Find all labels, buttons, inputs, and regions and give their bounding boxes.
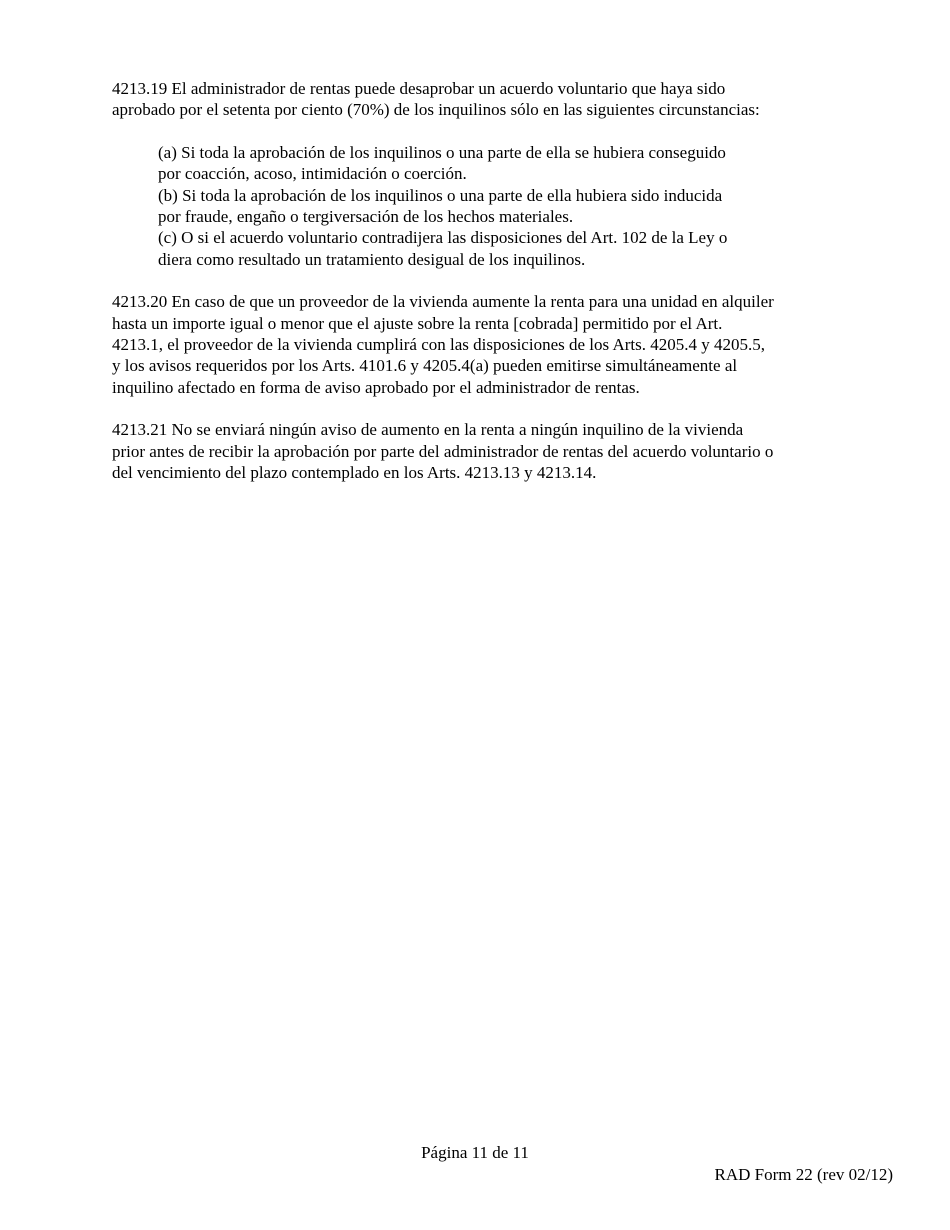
form-identifier: RAD Form 22 (rev 02/12) [714, 1165, 893, 1184]
document-body [112, 78, 852, 505]
text-line: y los avisos requeridos por los Arts. 4101.6 y 4205.4(a) pueden emitirse simultáneamente al [112, 356, 738, 376]
circumstances-list [158, 142, 852, 270]
text-line: 4213.1, el proveedor de la vivienda cumplirá con las disposiciones de los Arts. 4205.4 y 4205.5, [112, 335, 765, 355]
text-line: aprobado por el setenta por ciento (70%) de los inquilinos sólo en las siguientes circunstancias: [112, 100, 760, 120]
text-line: prior antes de recibir la aprobación por parte del administrador de rentas del acuerdo voluntario o [112, 441, 774, 461]
list-item-c-line: diera como resultado un tratamiento desigual de los inquilinos. [158, 249, 586, 269]
paragraph-4213-20 [112, 291, 852, 398]
text-line: 4213.20 En caso de que un proveedor de la vivienda aumente la renta para una unidad en alquiler [112, 292, 774, 312]
paragraph-4213-19 [112, 78, 852, 121]
list-item-c-line: (c) O si el acuerdo voluntario contradijera las disposiciones del Art. 102 de la Ley o [158, 228, 728, 248]
paragraph-4213-21 [112, 419, 852, 483]
text-line: 4213.19 El administrador de rentas puede desaprobar un acuerdo voluntario que haya sido [112, 79, 726, 98]
page-number: Página 11 de 11 [421, 1143, 529, 1162]
list-item-b-line: por fraude, engaño o tergiversación de los hechos materiales. [158, 207, 574, 227]
list-item-a-line: (a) Si toda la aprobación de los inquilinos o una parte de ella se hubiera conseguido [158, 142, 726, 162]
list-item-b-line: (b) Si toda la aprobación de los inquilinos o una parte de ella hubiera sido inducida [158, 185, 723, 205]
text-line: inquilino afectado en forma de aviso aprobado por el administrador de rentas. [112, 377, 640, 397]
text-line: 4213.21 No se enviará ningún aviso de aumento en la renta a ningún inquilino de la vivienda [112, 420, 744, 440]
text-line: del vencimiento del plazo contemplado en los Arts. 4213.13 y 4213.14. [112, 463, 597, 483]
text-line: hasta un importe igual o menor que el ajuste sobre la renta [cobrada] permitido por el Art. [112, 313, 723, 333]
list-item-a-line: por coacción, acoso, intimidación o coerción. [158, 164, 467, 184]
